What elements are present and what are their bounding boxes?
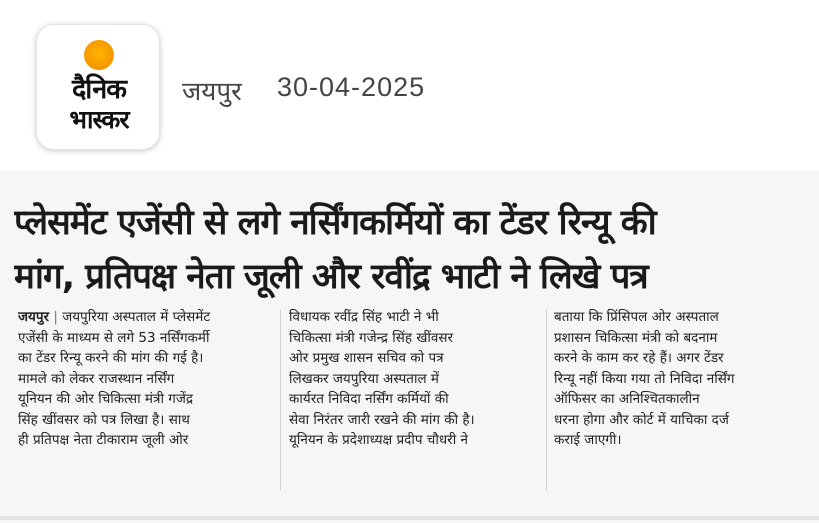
column-line: चिकित्सा मंत्री गजेन्द्र सिंह खींवसर (289, 329, 454, 346)
edition-date: 30-04-2025 (277, 72, 426, 102)
column-divider (280, 310, 281, 490)
column-line: यूनियन के प्रदेशाध्यक्ष प्रदीप चौधरी ने (289, 432, 468, 448)
headline-line-1: प्लेसमेंट एजेंसी से लगे नर्सिंगकर्मियों का टेंडर रिन्यू की (14, 203, 656, 243)
logo-text-dainik: दैनिक (71, 74, 127, 105)
logo-text-bhaskar: भास्कर (69, 105, 129, 134)
column-line: धरना होगा और कोर्ट में याचिका दर्ज (554, 411, 729, 428)
bottom-rule (0, 516, 819, 520)
column-line: करने के काम कर रहे हैं। अगर टेंडर (554, 350, 724, 366)
article-column-1 (18, 307, 274, 451)
header (0, 0, 819, 170)
column-line: सेवा निरंतर जारी रखने की मांग की है। (289, 411, 475, 428)
column-line: एजेंसी के माध्यम से लगे 53 नर्सिंगकर्मी (18, 329, 210, 346)
news-clipping (0, 170, 819, 523)
column-line: ही प्रतिपक्ष नेता टीकाराम जूली ओर (18, 432, 189, 448)
article-column-3 (554, 307, 810, 451)
column-line: कराई जाएगी। (554, 432, 622, 448)
column-line: प्रशासन चिकित्सा मंत्री को बदनाम (554, 329, 718, 346)
column-line: का टेंडर रिन्यू करने की मांग की गई है। (18, 350, 204, 366)
dainik-bhaskar-logo (36, 24, 160, 150)
article-column-2 (289, 307, 545, 451)
column-line: बताया कि प्रिंसिपल ओर अस्पताल (554, 309, 719, 325)
column-line: रिन्यू नहीं किया गया तो निविदा नर्सिंग (554, 370, 735, 387)
column-line: मामले को लेकर राजस्थान नर्सिंग (18, 370, 175, 387)
column-line: विधायक रवींद्र सिंह भाटी ने भी (289, 309, 439, 325)
dateline-separator: | (53, 309, 58, 325)
column-line: ऑफिसर का अनिश्चितकालीन (554, 391, 700, 407)
column-line: कार्यरत निविदा नर्सिंग कर्मियों की (289, 391, 449, 407)
column-text: जयपुरिया अस्पताल में प्लेसमेंट (62, 309, 211, 325)
column-line: यूनियन की ओर चिकित्सा मंत्री गजेंद्र (18, 391, 194, 407)
column-line: लिखकर जयपुरिया अस्पताल में (289, 370, 439, 387)
sun-icon (84, 40, 114, 70)
edition-city: जयपुर (182, 77, 242, 107)
dateline: जयपुर (18, 309, 50, 325)
column-divider (546, 310, 547, 490)
column-line: सिंह खींवसर को पत्र लिखा है। साथ (18, 411, 190, 428)
column-line: ओर प्रमुख शासन सचिव को पत्र (289, 350, 444, 366)
headline-line-2: मांग, प्रतिपक्ष नेता जूली और रवींद्र भाटी ने लिखे पत्र (14, 257, 648, 297)
column-line (18, 307, 274, 328)
